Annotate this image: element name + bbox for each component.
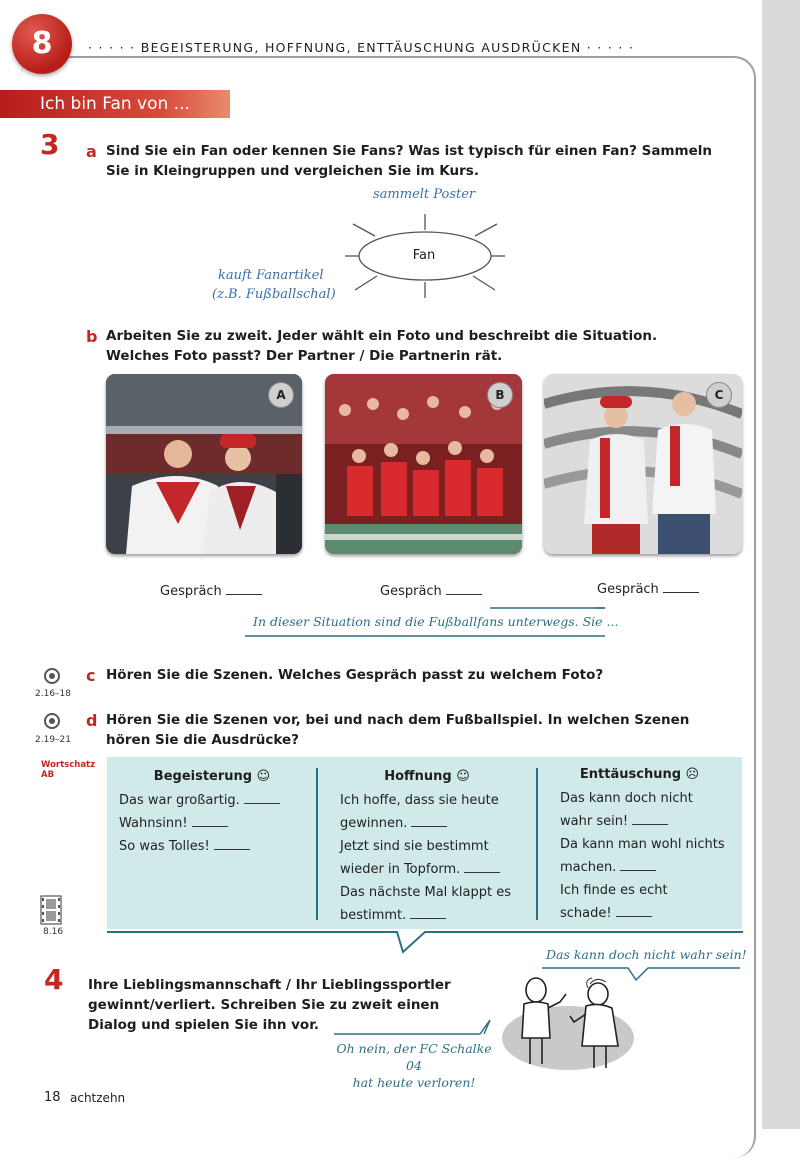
expression-text: Das nächste Mal klappt es [340, 885, 512, 900]
mindmap-spoke [355, 276, 377, 290]
column-heading-hoffnung: Hoffnung ☺ [384, 769, 470, 784]
mindmap-spoke [473, 276, 495, 290]
speech-bubble-left-shape [332, 1018, 494, 1038]
expression-text: Ich hoffe, dass sie heute [340, 793, 499, 808]
expression-text: Das kann doch nicht [560, 791, 693, 806]
film-strip-icon[interactable] [40, 895, 62, 925]
vocabulary-note-line2: AB [41, 770, 55, 780]
vocabulary-note-line1: Wortschatz [41, 760, 96, 770]
column-heading-enttaeuschung: Enttäuschung ☹ [579, 767, 700, 782]
answer-blank[interactable] [244, 791, 280, 804]
answer-blank[interactable] [411, 814, 447, 827]
page-edge [762, 0, 800, 1129]
photo-b-badge: B [487, 382, 513, 408]
page-number: 18 [44, 1090, 61, 1105]
expression-text: Ich finde es echt [560, 883, 668, 898]
expression-text: gewinnen. [340, 816, 408, 831]
chapter-topic: · · · · · BEGEISTERUNG, HOFFNUNG, ENTTÄUSCHUNG AUSDRÜCKEN · · · · · [88, 40, 635, 55]
column-enttaeuschung [560, 787, 725, 925]
mindmap-spoke [475, 224, 497, 236]
answer-blank[interactable] [632, 812, 668, 825]
expression-item [560, 810, 725, 833]
expression-item [119, 812, 280, 835]
chapter-number-badge: 8 [12, 14, 72, 74]
answer-blank[interactable] [226, 582, 262, 595]
column-begeisterung [119, 789, 280, 858]
expression-item [560, 902, 725, 925]
expression-text: Wahnsinn! [119, 816, 188, 831]
answer-blank[interactable] [410, 906, 446, 919]
expression-text: wieder in Topform. [340, 862, 461, 877]
exercise-3-number: 3 [40, 128, 60, 161]
cartoon-illustration [500, 972, 640, 1072]
exercise-4-number: 4 [44, 963, 64, 996]
exercise-3b-letter: b [86, 327, 98, 346]
column-heading-begeisterung: Begeisterung ☺ [153, 769, 271, 784]
photo-c-badge: C [706, 382, 732, 408]
expression-item [340, 812, 511, 835]
expression-item [340, 904, 511, 927]
mindmap-center-label: Fan [412, 248, 436, 263]
expression-item [340, 858, 511, 881]
photo-c-caption-text: Gespräch [597, 582, 659, 597]
expression-text: bestimmt. [340, 908, 407, 923]
answer-blank[interactable] [620, 858, 656, 871]
audio-cd-icon[interactable] [44, 668, 60, 684]
exercise-3a-instruction: Sind Sie ein Fan oder kennen Sie Fans? Was ist typisch für einen Fan? Sammeln Sie in Kleingruppen und vergleichen Sie im Kurs. [106, 143, 713, 179]
column-divider [536, 768, 538, 920]
page-number-word: achtzehn [70, 1091, 126, 1105]
exercise-3a-letter: a [86, 142, 97, 161]
expression-text: Jetzt sind sie bestimmt [340, 839, 489, 854]
speech-bubble-left [333, 1040, 495, 1091]
answer-blank[interactable] [663, 580, 699, 593]
film-code: 8.16 [43, 927, 64, 937]
speech-bubble-3b-text: In dieser Situation sind die Fußballfans unterwegs. Sie ... [253, 614, 619, 629]
exercise-3b-instruction: Arbeiten Sie zu zweit. Jeder wählt ein Foto und beschreibt die Situation. Welches Foto passt? Der Partner / Die Partnerin rät. [106, 328, 658, 364]
vocabulary-note [41, 760, 95, 780]
photo-a-badge: A [268, 382, 294, 408]
audio-cd-icon[interactable] [44, 713, 60, 729]
expression-text: So was Tolles! [119, 839, 210, 854]
mindmap-note-top: sammelt Poster [373, 187, 476, 202]
exercise-3c-instruction: Hören Sie die Szenen. Welches Gespräch passt zu welchem Foto? [106, 667, 604, 683]
speech-bubble-right-text: Das kann doch nicht wahr sein! [546, 947, 747, 962]
expression-item [119, 789, 280, 812]
expression-text: Das war großartig. [119, 793, 240, 808]
answer-blank[interactable] [464, 860, 500, 873]
speech-bubble-left-line1: Oh nein, der FC Schalke 04 [336, 1041, 492, 1073]
speech-bubble-left-line2: hat heute verloren! [352, 1075, 476, 1090]
photo-a-caption [160, 582, 262, 599]
exercise-3d-instruction: Hören Sie die Szenen vor, bei und nach dem Fußballspiel. In welchen Szenen hören Sie die Ausdrücke? [106, 712, 690, 748]
answer-blank[interactable] [192, 814, 228, 827]
expression-text: machen. [560, 860, 617, 875]
answer-blank[interactable] [214, 837, 250, 850]
photo-a-caption-text: Gespräch [160, 584, 222, 599]
mindmap-note-left-1: kauft Fanartikel [218, 268, 324, 283]
expression-item [119, 835, 280, 858]
mindmap-spoke [353, 224, 375, 236]
photo-b-caption-text: Gespräch [380, 584, 442, 599]
exercise-3d-letter: d [86, 711, 98, 730]
lesson-title: Ich bin Fan von ... [0, 90, 230, 118]
expression-text: schade! [560, 906, 612, 921]
expression-text: wahr sein! [560, 814, 629, 829]
mindmap-note-left-2: (z.B. Fußballschal) [212, 287, 336, 302]
exercise-4-instruction: Ihre Lieblingsmannschaft / Ihr Lieblingssportler gewinnt/verliert. Schreiben Sie zu zweit einen Dialog und spielen Sie ihn vor. [88, 977, 451, 1033]
audio-track-3c: 2.16–18 [35, 689, 71, 699]
answer-blank[interactable] [616, 904, 652, 917]
column-divider [316, 768, 318, 920]
expression-text: Da kann man wohl nichts [560, 837, 725, 852]
answer-blank[interactable] [446, 582, 482, 595]
column-hoffnung [340, 789, 511, 927]
photo-b-caption [380, 582, 482, 599]
audio-track-3d: 2.19–21 [35, 735, 71, 745]
photo-c-caption [597, 580, 699, 597]
expression-item [560, 856, 725, 879]
exercise-3c-letter: c [86, 666, 96, 685]
